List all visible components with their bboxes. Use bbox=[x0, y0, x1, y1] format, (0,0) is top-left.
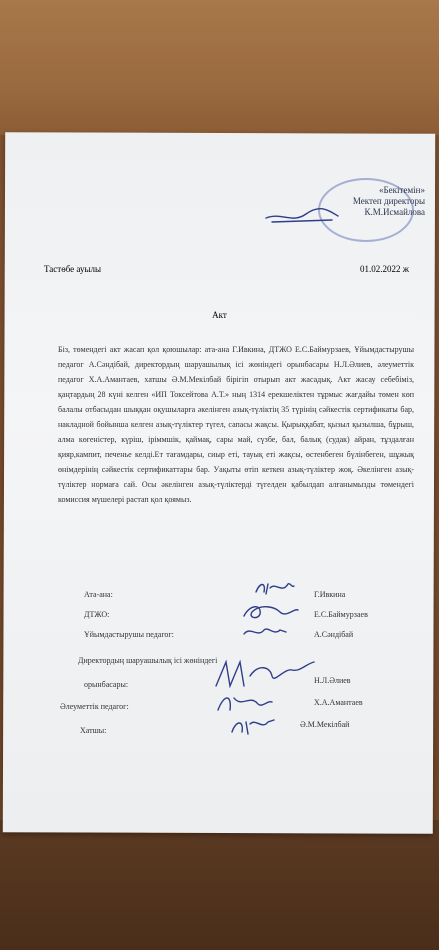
signatory-name-6: Ә.М.Мекілбай bbox=[300, 720, 350, 729]
signatory-name-2: Е.С.Баймурзаев bbox=[314, 610, 368, 619]
signatory-role-2: ДТЖО: bbox=[84, 610, 110, 619]
signatory-name-4: Н.Л.Әлиев bbox=[314, 676, 351, 685]
signature-baimurzaev bbox=[240, 598, 300, 624]
signatory-name-5: Х.А.Амантаев bbox=[314, 698, 363, 707]
approval-line-2: Мектеп директоры bbox=[352, 196, 425, 206]
background-floor bbox=[0, 820, 439, 950]
signatory-role-1: Ата-ана: bbox=[84, 590, 113, 599]
signatory-role-5: Әлеуметтік педагог: bbox=[60, 702, 129, 711]
signature-mekilbai bbox=[228, 712, 278, 738]
signatory-name-1: Г.Ивкина bbox=[314, 590, 346, 599]
signature-sandibai bbox=[240, 622, 290, 642]
document-date: 01.02.2022 ж bbox=[360, 264, 409, 274]
approval-line-3: К.М.Исмайлова bbox=[364, 207, 425, 217]
approval-line-1: «Бекітемін» bbox=[379, 185, 425, 195]
signatory-name-3: А.Сәндібай bbox=[314, 630, 354, 639]
signatory-role-4a: Директордың шаруашылық ісі жөніндегі bbox=[78, 656, 218, 665]
signature-ivkina bbox=[252, 578, 296, 598]
document-title: Акт bbox=[212, 310, 227, 320]
signatory-role-6: Хатшы: bbox=[80, 726, 107, 735]
signatory-role-4b: орынбасары: bbox=[84, 680, 129, 689]
background-wall bbox=[0, 0, 439, 135]
signatory-role-3: Ұйымдастырушы педагог: bbox=[84, 630, 174, 639]
document-place: Тастөбе ауылы bbox=[44, 264, 102, 274]
signature-aliev bbox=[210, 656, 320, 692]
director-signature bbox=[262, 200, 342, 230]
document-body: Біз, төмендегі акт жасап қол қоюшылар: ата-ана Г.Ивкина, ДТЖО Е.С.Баймурзаев, Ұйымдастырушы педагог А.Сәндібай, директордың шаруашылық ісі жөніндегі орынбасары Н.Л.Әлиев, әлеуметтік педагог Х.А.Амантаев, хатшы Ә.М.Мекілбай бірігіп отырып акт жасадық. Акт жасау себебіміз, қаңтардың 28 күні келген «ИП Токсейтова А.Т.» ның 1314 ерекшеліктен тұрмыс жағдайы төмен көп балалы отбасыдан шыққан оқушыларға әкелінген азық-түліктің 35 түрінің сәйкестік сертификаты бар, накладной бойынша келген азық-түліктер түгел, сапасы жақсы. Қырыққабат, қызыл қызылша, бұрыш, алма көгеністер, күріш, іріммшік, қаймақ, сары май, сүзбе, бал, балық (судак) айран, тұздалған қияр,кампит, печенье келді.Ет тағамдары, сиыр еті, тауық еті жақсы, өстенбеген бүлінбеген, шұжық өнімдерінің сәйкестік сертификаттары бар. Уақыты өтіп кеткен азық-түліктер жоқ. Әкелінген азық-түліктер нормаға сай. Осы әкелінген азық-түліктерді түгелден қабылдап алғанымызды төмендегі комиссия мүшелері растап қол қоямыз. bbox=[58, 345, 414, 504]
